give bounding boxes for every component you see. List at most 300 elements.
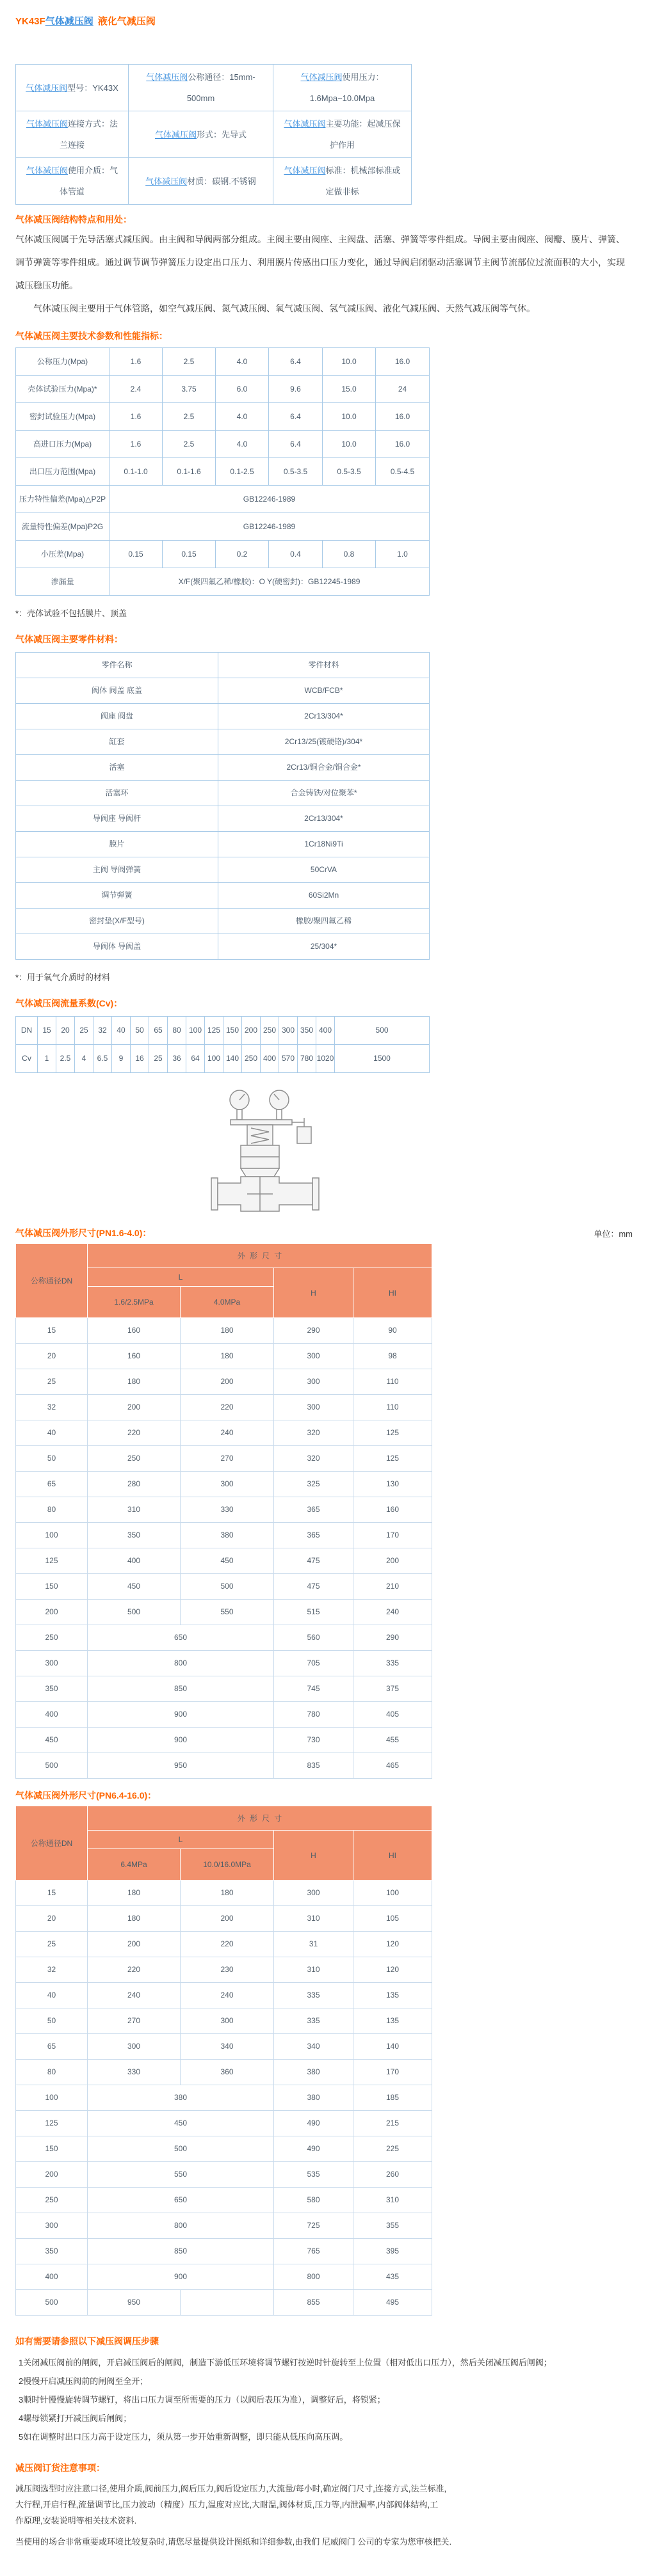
dim-h-cell: 325: [274, 1472, 353, 1497]
dim-l-merged-cell: 800: [88, 2213, 274, 2239]
step-item: 5如在调整时出口压力高于设定压力，须从第一步开始重新调整，即只能从低压向高压调。: [19, 2432, 348, 2442]
materials-header-cell: 零件材料: [218, 653, 430, 678]
tech-value-cell: 2.5: [163, 403, 216, 431]
dim-l1-cell: 350: [88, 1523, 181, 1548]
dim-l2-cell: 180: [181, 1318, 274, 1344]
dim-dn-cell: 80: [16, 2060, 88, 2085]
spec-cell: [16, 111, 129, 158]
table-row: [16, 1753, 432, 1779]
dim-l1-cell: 180: [88, 1880, 181, 1906]
dim-l1-cell: 180: [88, 1369, 181, 1395]
dim-l2-cell: 200: [181, 1906, 274, 1932]
spec-cell: [273, 111, 412, 158]
cv-dn-cell: 15: [38, 1017, 56, 1045]
dim-l1-cell: 220: [88, 1420, 181, 1446]
dim-l1-cell: 160: [88, 1344, 181, 1369]
table-row: [16, 1651, 432, 1676]
table-row: [16, 65, 412, 111]
part-material-cell: 50CrVA: [218, 857, 430, 883]
dim-l-merged-cell: 800: [88, 1651, 274, 1676]
dim-header-h1: HI: [353, 1831, 432, 1880]
table-row: [16, 883, 430, 909]
table-row: [16, 348, 430, 376]
table-row: [16, 2034, 432, 2060]
inline-link[interactable]: 气体减压阀: [145, 176, 188, 186]
inline-link[interactable]: 气体减压阀: [300, 72, 343, 82]
table-row: [16, 781, 430, 806]
tech-value-cell: 10.0: [323, 348, 376, 376]
table-row: [16, 158, 412, 205]
table-row: [16, 1548, 432, 1574]
spec-cell-text: 连接方式：法兰连接: [59, 119, 118, 150]
table-row: [16, 1600, 432, 1625]
cv-value-cell: 25: [149, 1045, 168, 1073]
tech-value-cell: 6.4: [269, 348, 323, 376]
table-row: [16, 2162, 432, 2188]
materials-heading: 气体减压阀主要零件材料：: [15, 634, 123, 644]
dim-header-sub1: 1.6/2.5MPa: [88, 1287, 181, 1318]
dim-header-dn: 公称通径DN: [16, 1806, 88, 1880]
tech-value-cell: 0.2: [216, 541, 269, 568]
tech-value-cell: 0.1-2.5: [216, 458, 269, 486]
dim-l2-cell: [181, 2290, 274, 2316]
dim-l1-cell: 200: [88, 1395, 181, 1420]
table-row: [16, 1344, 432, 1369]
step-item: 3顺时针慢慢旋转调节螺钉，将出口压力调至所需要的压力（以阀后表压为准），调整好后，将锁紧；: [19, 2395, 385, 2405]
dim-dn-cell: 300: [16, 2213, 88, 2239]
dim-h-cell: 800: [274, 2264, 353, 2290]
cv-value-cell: 140: [223, 1045, 242, 1073]
tech-value-cell: 0.8: [323, 541, 376, 568]
dim-h1-cell: 90: [353, 1318, 432, 1344]
dim-h-cell: 320: [274, 1420, 353, 1446]
spec-cell: [129, 158, 273, 205]
tech-row-label: 渗漏量: [16, 568, 109, 596]
spec-cell: [273, 65, 412, 111]
table-row: [16, 2188, 432, 2213]
dim-dn-cell: 350: [16, 2239, 88, 2264]
tech-value-cell: 4.0: [216, 348, 269, 376]
dim-h1-cell: 290: [353, 1625, 432, 1651]
table-row: [16, 111, 412, 158]
dim-l1-cell: 220: [88, 1957, 181, 1983]
cv-dn-cell: 20: [56, 1017, 75, 1045]
dim-dn-cell: 500: [16, 2290, 88, 2316]
tech-row-label: 出口压力范围(Mpa): [16, 458, 109, 486]
tech-value-cell: 0.15: [109, 541, 163, 568]
table-row: [16, 2085, 432, 2111]
dim-h1-cell: 130: [353, 1472, 432, 1497]
table-row: [16, 1472, 432, 1497]
dim-l2-cell: 220: [181, 1932, 274, 1957]
tech-row-label: 压力特性偏差(Mpa)△P2P: [16, 486, 109, 513]
part-name-cell: 导阀体 导阀盖: [16, 934, 218, 960]
dim-h1-cell: 310: [353, 2188, 432, 2213]
tech-value-cell: 0.1-1.0: [109, 458, 163, 486]
table-row: [16, 458, 430, 486]
tech-span-cell: GB12246-1989: [109, 513, 430, 541]
tech-span-cell: X/F(聚四氟乙稀/橡胶)：O Y(硬密封)：GB12245-1989: [109, 568, 430, 596]
tech-value-cell: 15.0: [323, 376, 376, 403]
tech-value-cell: 4.0: [216, 431, 269, 458]
dim-header-sub1: 6.4MPa: [88, 1849, 181, 1880]
table-row: [16, 857, 430, 883]
dim-h1-cell: 125: [353, 1420, 432, 1446]
dim-h-cell: 300: [274, 1395, 353, 1420]
dim-dn-cell: 350: [16, 1676, 88, 1702]
dim-l2-cell: 220: [181, 1395, 274, 1420]
part-material-cell: 橡胶/聚四氟乙稀: [218, 909, 430, 934]
inline-link[interactable]: 气体减压阀: [26, 119, 68, 129]
dim-h1-cell: 405: [353, 1702, 432, 1728]
part-material-cell: 25/304*: [218, 934, 430, 960]
cv-value-cell: 250: [242, 1045, 261, 1073]
cv-dn-cell: 50: [131, 1017, 149, 1045]
dim-h-cell: 335: [274, 1983, 353, 2008]
inline-link[interactable]: 气体减压阀: [146, 72, 188, 82]
dim-l-merged-cell: 950: [88, 1753, 274, 1779]
dims1-heading-row: [15, 1227, 633, 1239]
tech-value-cell: 10.0: [323, 403, 376, 431]
cv-dn-cell: 25: [75, 1017, 93, 1045]
dim-dn-cell: 125: [16, 2111, 88, 2136]
tech-value-cell: 1.6: [109, 403, 163, 431]
table-row: [16, 1702, 432, 1728]
dim-l-merged-cell: 900: [88, 1702, 274, 1728]
ordering-heading: 减压阀订货注意事项：: [15, 2463, 105, 2473]
tech-row-label: 小压差(Mpa): [16, 541, 109, 568]
dim-h1-cell: 120: [353, 1957, 432, 1983]
dim-l2-cell: 380: [181, 1523, 274, 1548]
inline-link[interactable]: 气体减压阀: [154, 129, 197, 139]
table-row: [16, 2136, 432, 2162]
table-row: [16, 513, 430, 541]
cv-value-cell: 16: [131, 1045, 149, 1073]
dim-h-cell: 310: [274, 1906, 353, 1932]
dim-h-cell: 780: [274, 1702, 353, 1728]
intro-paragraph-1: 气体减压阀属于先导活塞式减压阀。由主阀和导阀两部分组成。主阀主要由阀座、主阀盘、活塞、弹簧等零件组成。导阀主要由阀座、阀瓣、膜片、弹簧、调节弹簧等零件组成。通过调节调节弹簧压力设定出口压力、利用膜片传感出口压力变化，通过导阀启闭驱动活塞调节主阀节流部位过流面积的大小，实现减压稳压功能。: [15, 234, 625, 290]
cv-dn-cell: 32: [93, 1017, 112, 1045]
part-material-cell: 2Cr13/304*: [218, 806, 430, 832]
dim-dn-cell: 40: [16, 1983, 88, 2008]
cv-value-cell: 2.5: [56, 1045, 75, 1073]
tech-value-cell: 4.0: [216, 403, 269, 431]
dim-header-l: L: [88, 1268, 274, 1287]
cv-dn-cell: 150: [223, 1017, 242, 1045]
table-row: [16, 1574, 432, 1600]
cv-dn-cell: 350: [298, 1017, 316, 1045]
dim-l1-cell: 400: [88, 1548, 181, 1574]
dim-h-cell: 515: [274, 1600, 353, 1625]
dim-dn-cell: 200: [16, 2162, 88, 2188]
step-item: 4螺母锁紧打开减压阀后闸阀；: [19, 2413, 132, 2423]
cv-value-cell: 4: [75, 1045, 93, 1073]
spec-cell-text: 形式：先导式: [197, 129, 247, 139]
dim-h-cell: 475: [274, 1574, 353, 1600]
dim-l-merged-cell: 850: [88, 1676, 274, 1702]
dim-h1-cell: 200: [353, 1548, 432, 1574]
dim-h1-cell: 495: [353, 2290, 432, 2316]
dim-header-sub2: 10.0/16.0MPa: [181, 1849, 274, 1880]
dim-dn-cell: 400: [16, 2264, 88, 2290]
tech-value-cell: 2.4: [109, 376, 163, 403]
tech-value-cell: 6.4: [269, 431, 323, 458]
cv-value-cell: 1020: [316, 1045, 335, 1073]
dim-dn-cell: 15: [16, 1880, 88, 1906]
tech-value-cell: 16.0: [376, 431, 430, 458]
unit-label: 单位：mm: [594, 1229, 633, 1239]
dim-h1-cell: 105: [353, 1906, 432, 1932]
part-name-cell: 活塞: [16, 755, 218, 781]
tech-value-cell: 0.5-3.5: [269, 458, 323, 486]
dimensions-table-pn16-40: [15, 1243, 432, 1779]
part-material-cell: WCB/FCB*: [218, 678, 430, 704]
dim-dn-cell: 150: [16, 2136, 88, 2162]
part-name-cell: 活塞环: [16, 781, 218, 806]
dim-h1-cell: 160: [353, 1497, 432, 1523]
table-row: [16, 1446, 432, 1472]
dim-l1-cell: 500: [88, 1600, 181, 1625]
tech-value-cell: 9.6: [269, 376, 323, 403]
dim-h-cell: 300: [274, 1369, 353, 1395]
tech-note: *：壳体试验不包括膜片、顶盖: [15, 608, 127, 618]
table-row: [16, 403, 430, 431]
tech-value-cell: 2.5: [163, 431, 216, 458]
dim-header-group: 外形尺寸: [88, 1806, 432, 1831]
dim-header-group: 外形尺寸: [88, 1244, 432, 1268]
dim-l2-cell: 330: [181, 1497, 274, 1523]
table-row: [16, 2060, 432, 2085]
table-row: [16, 1906, 432, 1932]
table-row: [16, 486, 430, 513]
table-row: [16, 2264, 432, 2290]
dim-l-merged-cell: 900: [88, 2264, 274, 2290]
part-material-cell: 1Cr18Ni9Ti: [218, 832, 430, 857]
tech-value-cell: 6.0: [216, 376, 269, 403]
dim-l2-cell: 240: [181, 1983, 274, 2008]
dim-h1-cell: 135: [353, 1983, 432, 2008]
dim-dn-cell: 250: [16, 2188, 88, 2213]
dim-dn-cell: 32: [16, 1395, 88, 1420]
dim-l2-cell: 300: [181, 2008, 274, 2034]
table-row: [16, 934, 430, 960]
dim-l-merged-cell: 850: [88, 2239, 274, 2264]
cv-dn-cell: 200: [242, 1017, 261, 1045]
inline-link[interactable]: 气体减压阀: [284, 166, 326, 175]
intro-paragraph-2: 气体减压阀主要用于气体管路，如空气减压阀、氮气减压阀、氧气减压阀、氢气减压阀、液化气减压阀、天然气减压阀等气体。: [33, 303, 535, 314]
dim-h1-cell: 240: [353, 1600, 432, 1625]
adjustment-steps-list: [15, 2353, 633, 2446]
dim-h-cell: 490: [274, 2136, 353, 2162]
spec-cell-text: 公称通径：15mm-500mm: [186, 72, 255, 103]
dim-header-dn: 公称通径DN: [16, 1244, 88, 1318]
table-row: [16, 1395, 432, 1420]
dim-h-cell: 335: [274, 2008, 353, 2034]
part-material-cell: 2Cr13/25(镀硬铬)/304*: [218, 729, 430, 755]
spec-cell-text: 材质：碳钢.不锈钢: [187, 176, 256, 186]
part-name-cell: 主阀 导阀弹簧: [16, 857, 218, 883]
dim-dn-cell: 100: [16, 1523, 88, 1548]
table-row: [16, 2008, 432, 2034]
dim-dn-cell: 80: [16, 1497, 88, 1523]
table-header-row: [16, 1806, 432, 1831]
dim-h-cell: 745: [274, 1676, 353, 1702]
page-title-link[interactable]: 气体减压阀: [45, 16, 93, 27]
spec-cell-text: 型号：YK43X: [67, 83, 118, 93]
table-row: [16, 832, 430, 857]
valve-diagram-image: [207, 1086, 329, 1220]
dims1-heading: 气体减压阀外形尺寸(PN1.6-4.0)：: [15, 1228, 152, 1238]
cv-value-cell: 400: [261, 1045, 279, 1073]
part-material-cell: 2Cr13/铜合金/铜合金*: [218, 755, 430, 781]
cv-value-cell: 780: [298, 1045, 316, 1073]
tech-params-table: [15, 347, 430, 596]
dim-h-cell: 580: [274, 2188, 353, 2213]
page-title: [15, 14, 633, 28]
part-name-cell: 导阀座 导阀杆: [16, 806, 218, 832]
dim-l2-cell: 300: [181, 1472, 274, 1497]
tech-value-cell: 0.15: [163, 541, 216, 568]
table-row: [16, 1728, 432, 1753]
dim-header-h1: HI: [353, 1268, 432, 1318]
intro-heading: 气体减压阀结构特点和用处：: [15, 214, 132, 225]
inline-link[interactable]: 气体减压阀: [26, 166, 68, 175]
cv-value-cell: 64: [186, 1045, 205, 1073]
dim-l2-cell: 360: [181, 2060, 274, 2085]
dim-l-merged-cell: 650: [88, 1625, 274, 1651]
spec-cell-text: 主要功能：起减压保护作用: [325, 119, 401, 150]
ordering-notes: [15, 2481, 633, 2529]
part-name-cell: 阀体 阀盖 底盖: [16, 678, 218, 704]
dim-l-merged-cell: 900: [88, 1728, 274, 1753]
table-row: [16, 704, 430, 729]
dim-l1-cell: 300: [88, 2034, 181, 2060]
dim-h-cell: 730: [274, 1728, 353, 1753]
dim-dn-cell: 65: [16, 1472, 88, 1497]
table-row: [16, 568, 430, 596]
dim-h-cell: 490: [274, 2111, 353, 2136]
table-row: [16, 431, 430, 458]
cv-dn-cell: 40: [112, 1017, 131, 1045]
dim-l1-cell: 950: [88, 2290, 181, 2316]
dim-dn-cell: 32: [16, 1957, 88, 1983]
dim-h-cell: 310: [274, 1957, 353, 1983]
dim-dn-cell: 25: [16, 1932, 88, 1957]
spec-table: [15, 64, 412, 205]
dim-h1-cell: 98: [353, 1344, 432, 1369]
table-row: [16, 1880, 432, 1906]
dim-h1-cell: 100: [353, 1880, 432, 1906]
ordering-line: 大行程,开启行程,流量调节比,压力波动（精度）压力,温度对应比,大耐温,阀体材质,压力等,内泄漏率,内部阀体结构,工: [15, 2500, 439, 2509]
tech-value-cell: 6.4: [269, 403, 323, 431]
valve-diagram: [207, 1086, 323, 1217]
cv-dn-label: DN: [16, 1017, 38, 1045]
spec-cell: [129, 65, 273, 111]
table-row: [16, 2239, 432, 2264]
dimensions-table-pn64-160: [15, 1806, 432, 2316]
table-row: [16, 1625, 432, 1651]
dim-h1-cell: 110: [353, 1395, 432, 1420]
dim-dn-cell: 125: [16, 1548, 88, 1574]
dim-h1-cell: 110: [353, 1369, 432, 1395]
cv-value-cell: 36: [168, 1045, 186, 1073]
table-row: [16, 1017, 430, 1045]
table-row: [16, 541, 430, 568]
table-header-row: [16, 653, 430, 678]
spec-cell-text: 标准：机械部标准或定做非标: [325, 166, 401, 196]
tech-row-label: 公称压力(Mpa): [16, 348, 109, 376]
cv-value-cell: 100: [205, 1045, 223, 1073]
cv-table: [15, 1016, 430, 1073]
dim-h-cell: 380: [274, 2085, 353, 2111]
dim-h1-cell: 125: [353, 1446, 432, 1472]
dim-h-cell: 340: [274, 2034, 353, 2060]
dim-dn-cell: 65: [16, 2034, 88, 2060]
tech-heading: 气体减压阀主要技术参数和性能指标：: [15, 331, 168, 341]
dim-l1-cell: 160: [88, 1318, 181, 1344]
dim-header-h: H: [274, 1831, 353, 1880]
inline-link[interactable]: 气体减压阀: [284, 119, 326, 129]
table-row: [16, 1318, 432, 1344]
dim-h1-cell: 170: [353, 1523, 432, 1548]
dim-dn-cell: 20: [16, 1344, 88, 1369]
inline-link[interactable]: 气体减压阀: [26, 83, 68, 93]
cv-value-cell: 6.5: [93, 1045, 112, 1073]
dim-h1-cell: 465: [353, 1753, 432, 1779]
dim-l2-cell: 500: [181, 1574, 274, 1600]
dim-h1-cell: 260: [353, 2162, 432, 2188]
dim-h1-cell: 120: [353, 1932, 432, 1957]
dim-h-cell: 365: [274, 1523, 353, 1548]
dim-h1-cell: 135: [353, 2008, 432, 2034]
spec-cell: [16, 158, 129, 205]
dim-l1-cell: 200: [88, 1932, 181, 1957]
dim-h1-cell: 335: [353, 1651, 432, 1676]
dim-l1-cell: 330: [88, 2060, 181, 2085]
dim-h1-cell: 140: [353, 2034, 432, 2060]
tech-row-label: 高进口压力(Mpa): [16, 431, 109, 458]
ordering-line: 作原理,安装说明等相关技术资料.: [15, 2516, 137, 2525]
dim-h-cell: 475: [274, 1548, 353, 1574]
dim-h-cell: 300: [274, 1344, 353, 1369]
table-row: [16, 678, 430, 704]
part-name-cell: 膜片: [16, 832, 218, 857]
cv-dn-cell: 300: [279, 1017, 298, 1045]
dim-l2-cell: 340: [181, 2034, 274, 2060]
tech-row-label: 密封试验压力(Mpa): [16, 403, 109, 431]
dim-header-l: L: [88, 1831, 274, 1849]
tech-value-cell: 10.0: [323, 431, 376, 458]
table-row: [16, 1045, 430, 1073]
cv-dn-cell: 125: [205, 1017, 223, 1045]
ordering-footer: 当使用的场合非常重要或环境比较复杂时,请您尽量提供设计图纸和详细参数,由我们 尼威阀门 公司的专家为您审核把关.: [15, 2537, 452, 2547]
dims2-heading: 气体减压阀外形尺寸(PN6.4-16.0)：: [15, 1790, 157, 1801]
tech-row-label: 流量特性偏差(Mpa)P2G: [16, 513, 109, 541]
materials-table: [15, 652, 430, 960]
table-row: [16, 1676, 432, 1702]
part-material-cell: 60Si2Mn: [218, 883, 430, 909]
dim-l1-cell: 240: [88, 1983, 181, 2008]
table-row: [16, 1957, 432, 1983]
table-header-row: [16, 1244, 432, 1268]
page-title-suffix: 液化气减压阀: [97, 16, 156, 27]
dim-dn-cell: 500: [16, 1753, 88, 1779]
step-item: 1关闭减压阀前的闸阀，开启减压阀后的闸阀，制造下游低压环境将调节螺钉按逆时针旋转至上位置（相对低出口压力），然后关闭减压阀后闸阀；: [19, 2358, 552, 2367]
dim-h-cell: 835: [274, 1753, 353, 1779]
dim-l1-cell: 450: [88, 1574, 181, 1600]
dim-h-cell: 365: [274, 1497, 353, 1523]
dim-h-cell: 765: [274, 2239, 353, 2264]
